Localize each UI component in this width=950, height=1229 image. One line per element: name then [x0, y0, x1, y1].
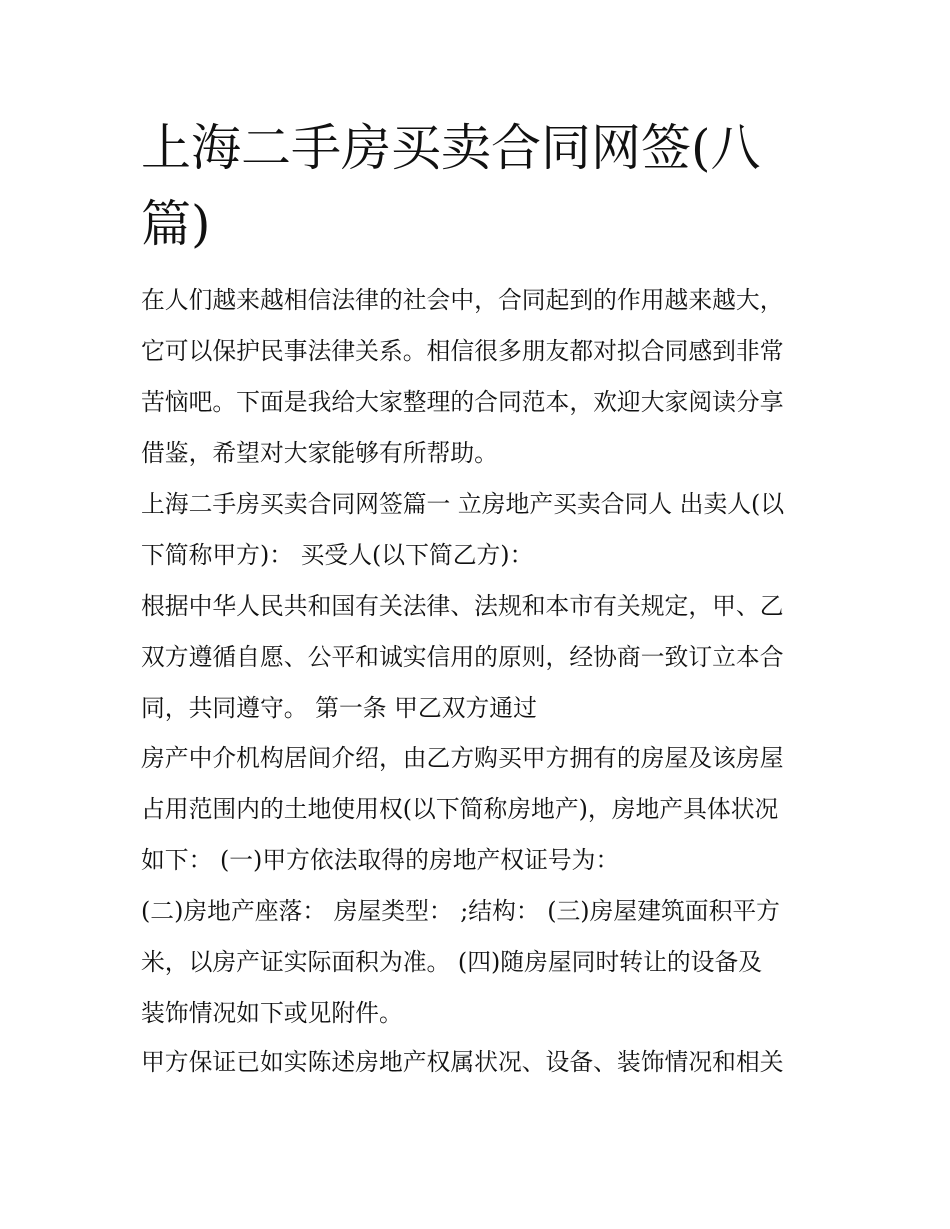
seller-guarantee-paragraph	[141, 1037, 817, 1088]
text-line: 如下： (一)甲方依法取得的房地产权证号为：	[141, 846, 620, 874]
text-line: 甲方保证已如实陈述房地产权属状况、设备、装饰情况和相关	[141, 1048, 784, 1076]
property-details-paragraph	[141, 886, 817, 1039]
text-line: 同，共同遵守。 第一条 甲乙双方通过	[141, 694, 537, 722]
intro-paragraph	[141, 275, 817, 479]
text-line: 它可以保护民事法律关系。相信很多朋友都对拟合同感到非常	[141, 337, 784, 365]
contract-basis-paragraph	[141, 581, 817, 734]
contract-parties-paragraph	[141, 479, 817, 581]
text-line: 装饰情况如下或见附件。	[141, 999, 403, 1027]
text-line: 根据中华人民共和国有关法律、法规和本市有关规定，甲、乙	[141, 592, 784, 620]
page-title	[141, 110, 821, 262]
text-line: 苦恼吧。下面是我给大家整理的合同范本，欢迎大家阅读分享	[141, 388, 784, 416]
text-line: 下简称甲方)： 买受人(以下简乙方)：	[141, 541, 534, 569]
text-line: 米，以房产证实际面积为准。 (四)随房屋同时转让的设备及	[141, 948, 763, 976]
text-line: (二)房地产座落： 房屋类型： ;结构： (三)房屋建筑面积平方	[141, 897, 780, 925]
title-line: 篇)	[141, 195, 211, 253]
text-line: 上海二手房买卖合同网签篇一 立房地产买卖合同人 出卖人(以	[141, 490, 785, 518]
title-line: 上海二手房买卖合同网签(八	[141, 119, 761, 177]
text-line: 房产中介机构居间介绍，由乙方购买甲方拥有的房屋及该房屋	[141, 744, 784, 772]
text-line: 双方遵循自愿、公平和诚实信用的原则，经协商一致订立本合	[141, 643, 784, 671]
text-line: 借鉴，希望对大家能够有所帮助。	[141, 439, 498, 467]
text-line: 在人们越来越相信法律的社会中，合同起到的作用越来越大，	[141, 286, 784, 314]
property-intro-paragraph	[141, 733, 817, 886]
text-line: 占用范围内的土地使用权(以下简称房地产)，房地产具体状况	[141, 795, 779, 823]
